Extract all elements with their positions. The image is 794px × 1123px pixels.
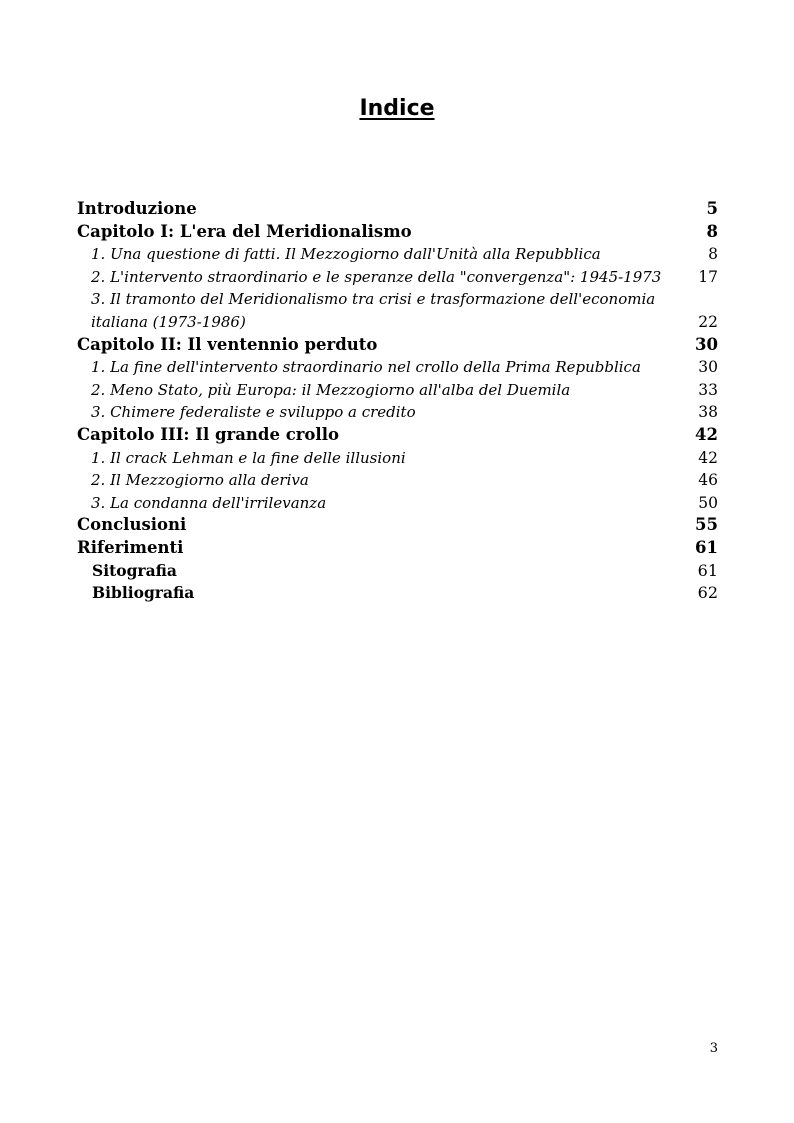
toc-entry-page: 42	[695, 424, 718, 444]
toc-entry-page: 62	[697, 583, 718, 603]
toc-entry-page: 55	[695, 515, 718, 535]
toc-entry-label: 3. Chimere federaliste e sviluppo a credito	[91, 403, 416, 422]
toc-entry-capitolo-2-sezione-3	[77, 401, 718, 424]
toc-entry-capitolo-2-sezione-1	[77, 356, 718, 379]
toc-entry-page: 46	[698, 471, 718, 490]
toc-entry-label: Capitolo III: Il grande crollo	[77, 424, 339, 444]
toc-entry-label: Capitolo II: Il ventennio perduto	[77, 334, 378, 354]
toc-entry-riferimenti	[77, 537, 718, 560]
toc-entry-label: 1. Una questione di fatti. Il Mezzogiorno dall'Unità alla Repubblica	[91, 245, 601, 264]
toc-entry-page: 22	[698, 312, 718, 331]
toc-entry-conclusioni	[77, 514, 718, 537]
toc-entry-label: Riferimenti	[77, 537, 184, 557]
toc-entry-label: Bibliografia	[92, 583, 195, 603]
toc-entry-page: 42	[698, 448, 718, 467]
toc-entry-label: 2. L'intervento straordinario e le speranze della "convergenza": 1945-1973	[91, 267, 662, 286]
toc-entry-page: 30	[695, 334, 718, 354]
toc-entry-capitolo-2	[77, 334, 718, 357]
toc-entry-label: Introduzione	[77, 199, 197, 218]
toc-entry-sitografia	[77, 560, 718, 583]
toc-entry-page: 8	[708, 245, 718, 264]
toc-entry-page: 50	[698, 493, 718, 512]
toc-entry-label: 2. Il Mezzogiorno alla deriva	[91, 471, 309, 490]
toc-entry-page: 30	[698, 358, 718, 377]
toc-entry-page: 17	[698, 267, 718, 286]
toc-entry-label: 2. Meno Stato, più Europa: il Mezzogiorno all'alba del Duemila	[91, 380, 571, 399]
toc-entry-capitolo-3	[77, 424, 718, 447]
toc-entry-capitolo-2-sezione-2	[77, 379, 718, 402]
toc-entry-page: 61	[697, 560, 718, 580]
toc-entry-capitolo-3-sezione-1	[77, 447, 718, 470]
toc-entry-label: 3. La condanna dell'irrilevanza	[91, 493, 327, 512]
toc-entry-capitolo-1	[77, 221, 718, 244]
page-title: Indice	[359, 96, 435, 121]
toc-entry-page: 33	[698, 380, 718, 399]
toc-entry-capitolo-3-sezione-2	[77, 469, 718, 492]
toc-entry-label: 1. Il crack Lehman e la fine delle illusioni	[91, 448, 406, 467]
toc-entry-capitolo-1-sezione-2	[77, 266, 718, 289]
toc-entry-introduzione	[77, 198, 718, 221]
toc-entry-capitolo-3-sezione-3	[77, 492, 718, 515]
toc-entry-capitolo-1-sezione-1	[77, 243, 718, 266]
toc-entry-label: 3. Il tramonto del Meridionalismo tra crisi e trasformazione dell'economia italiana (1973-1986)	[91, 290, 656, 331]
page-number: 3	[709, 1041, 718, 1056]
toc-entry-label: Conclusioni	[77, 515, 187, 535]
toc-entry-label: Sitografia	[92, 560, 177, 580]
toc-entry-label: 1. La fine dell'intervento straordinario nel crollo della Prima Repubblica	[91, 358, 641, 377]
toc-entry-capitolo-1-sezione-3	[77, 288, 718, 333]
toc-entry-page: 61	[695, 537, 718, 557]
toc-entry-bibliografia	[77, 582, 718, 605]
toc-entry-label: Capitolo I: L'era del Meridionalismo	[77, 221, 412, 241]
toc-entry-page: 38	[698, 403, 718, 422]
toc-entry-page: 5	[706, 199, 718, 218]
toc-entry-page: 8	[706, 221, 718, 241]
table-of-contents	[77, 198, 718, 605]
